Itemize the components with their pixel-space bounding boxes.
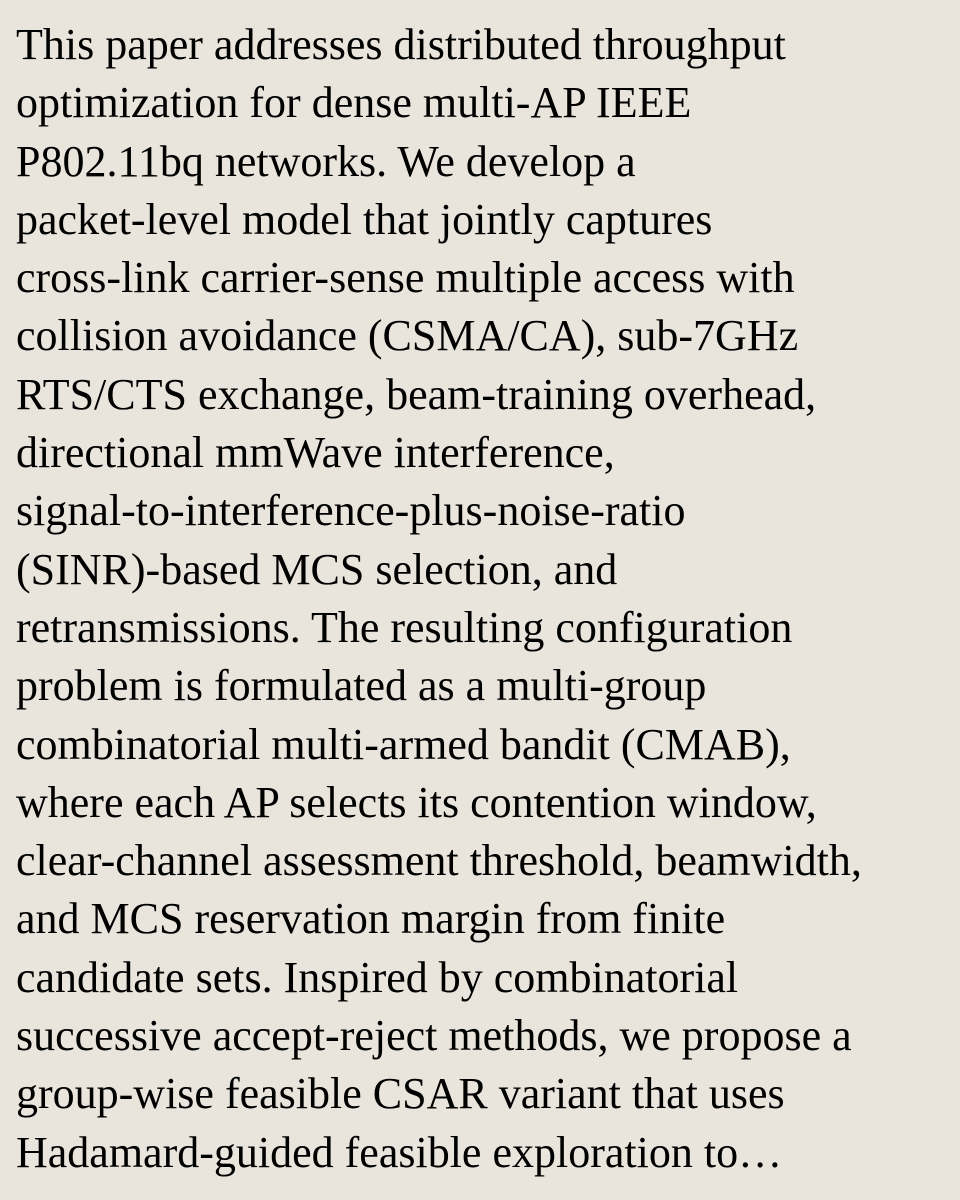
abstract-line: RTS/CTS exchange, beam-training overhead,	[16, 369, 817, 419]
abstract-line: and MCS reservation margin from finite	[16, 894, 726, 944]
abstract-line: candidate sets. Inspired by combinatorial	[16, 952, 739, 1002]
abstract-line: cross-link carrier-sense multiple access with	[16, 253, 795, 303]
abstract-text	[16, 16, 956, 1182]
abstract-line: retransmissions. The resulting configuration	[16, 602, 793, 652]
abstract-line: (SINR)-based MCS selection, and	[16, 544, 618, 594]
abstract-line: Hadamard-guided feasible exploration to…	[16, 1127, 783, 1177]
abstract-line: collision avoidance (CSMA/CA), sub-7GHz	[16, 311, 799, 361]
abstract-line: group-wise feasible CSAR variant that uses	[16, 1069, 785, 1119]
abstract-line: This paper addresses distributed throughput	[16, 20, 786, 69]
abstract-line: P802.11bq networks. We develop a	[16, 136, 636, 186]
abstract-line: successive accept-reject methods, we propose a	[16, 1011, 852, 1061]
abstract-line: signal-to-interference-plus-noise-ratio	[16, 486, 686, 536]
abstract-line: combinatorial multi-armed bandit (CMAB),	[16, 719, 791, 769]
abstract-line: clear-channel assessment threshold, beamwidth,	[16, 836, 862, 886]
abstract-line: problem is formulated as a multi-group	[16, 661, 707, 711]
abstract-line: where each AP selects its contention window,	[16, 777, 817, 827]
abstract-line: directional mmWave interference,	[16, 428, 615, 478]
abstract-line: optimization for dense multi-AP IEEE	[16, 78, 692, 128]
abstract-line: packet-level model that jointly captures	[16, 194, 713, 244]
